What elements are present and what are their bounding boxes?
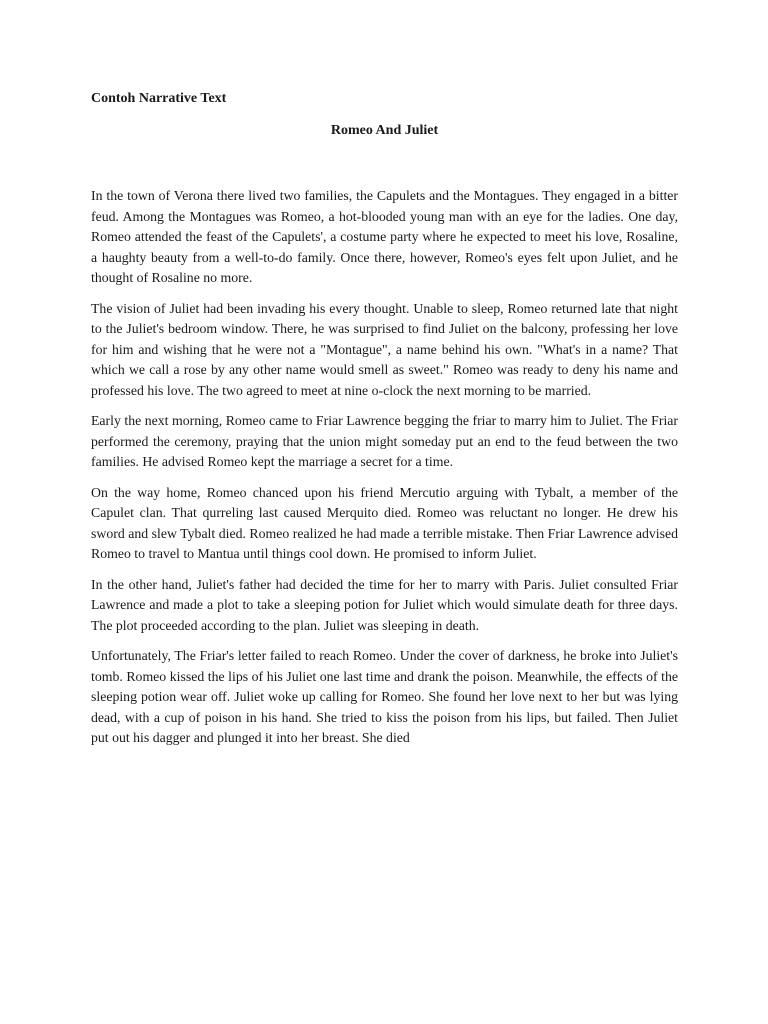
paragraph-5: In the other hand, Juliet's father had decided the time for her to marry with Paris. Juliet consulted Friar Lawrence and made a plot to take a sleeping potion for Juliet which would simulate death for three days. The plot proceeded according to the plan. Juliet was sleeping in death.: [91, 576, 678, 633]
paragraph-4: On the way home, Romeo chanced upon his friend Mercutio arguing with Tybalt, a member of the Capulet clan. That qurreling last caused Merquito died. Romeo was reluctant no longer. He drew his sword and slew Tybalt died. Romeo realized he had made a terrible mistake. Then Friar Lawrence advised Romeo to travel to Mantua until things cool down. He promised to inform Juliet.: [91, 484, 678, 561]
paragraph-1: In the town of Verona there lived two families, the Capulets and the Montagues. They engaged in a bitter feud. Among the Montagues was Romeo, a hot-blooded young man with an eye for the ladies. One day, Romeo attended the feast of the Capulets', a costume party where he expected to meet his love, Rosaline, a haughty beauty from a well-to-do family. Once there, however, Romeo's eyes felt upon Juliet, and he thought of Rosaline no more.: [91, 188, 678, 285]
paragraph-6: Unfortunately, The Friar's letter failed to reach Romeo. Under the cover of darkness, he broke into Juliet's tomb. Romeo kissed the lips of his Juliet one last time and drank the poison. Meanwhile, the effects of the sleeping potion wear off. Juliet woke up calling for Romeo. She found her love next to her but was lying dead, with a cup of poison in his hand. She tried to kiss the poison from his lips, but failed. Then Juliet put out his dagger and plunged it into her breast. She died: [91, 648, 678, 745]
document-heading: Contoh Narrative Text: [91, 91, 227, 106]
story-title: Romeo And Juliet: [330, 123, 439, 138]
story-body: [91, 186, 678, 759]
paragraph-3: Early the next morning, Romeo came to Friar Lawrence begging the friar to marry him to Juliet. The Friar performed the ceremony, praying that the union might someday put an end to the feud between the two families. He advised Romeo kept the marriage a secret for a time.: [91, 413, 678, 469]
paragraph-2: The vision of Juliet had been invading his every thought. Unable to sleep, Romeo returned late that night to the Juliet's bedroom window. There, he was surprised to find Juliet on the balcony, professing her love for him and wishing that he were not a "Montague", a name behind his own. "What's in a name? That which we call a rose by any other name would smell as sweet." Romeo was ready to deny his name and professed his love. The two agreed to meet at nine o-clock the next morning to be married.: [91, 300, 678, 398]
